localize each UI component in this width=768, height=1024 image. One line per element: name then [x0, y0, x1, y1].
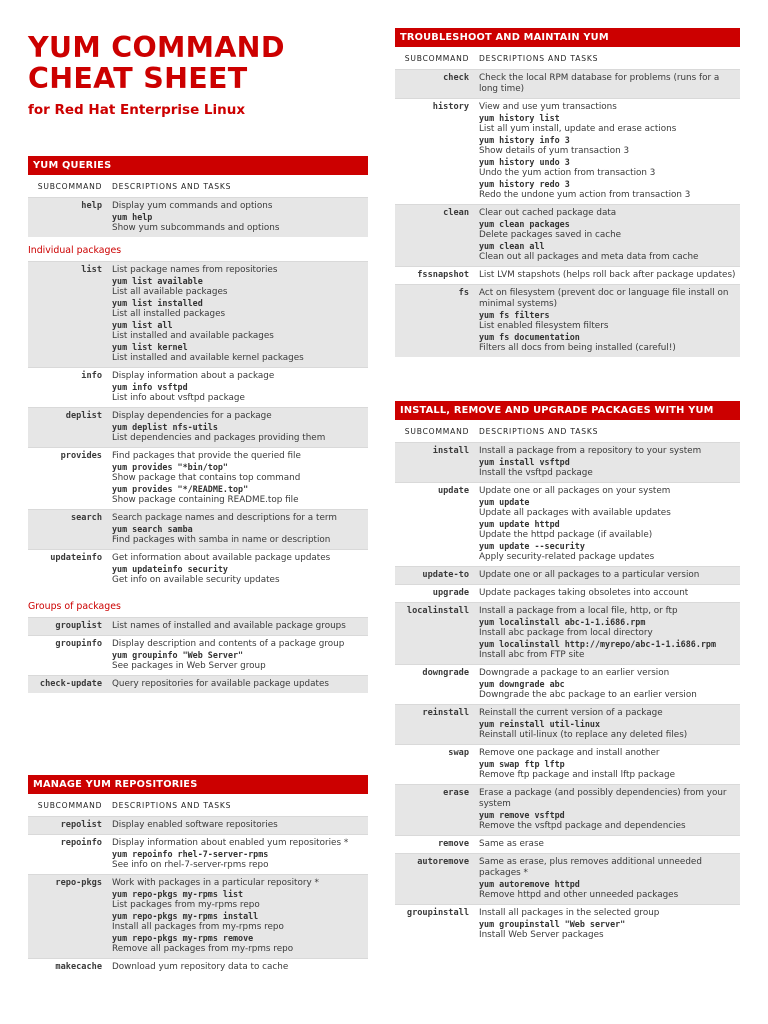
description-cell	[475, 205, 740, 266]
example-command: yum history list	[479, 113, 560, 123]
rows-maintain	[395, 69, 740, 357]
table-row	[28, 549, 368, 589]
description-text: Clear out cached package data	[479, 208, 617, 218]
description-cell	[475, 483, 740, 566]
col-descriptions: DESCRIPTIONS AND TASKS	[479, 53, 599, 63]
column-headers	[395, 420, 740, 442]
description-cell	[475, 285, 740, 357]
table-row	[395, 482, 740, 566]
example-description: Show package containing README.top file	[112, 495, 299, 505]
section-heading: YUM QUERIES	[28, 156, 368, 175]
subcommand-name: info	[81, 371, 102, 381]
rows-install	[395, 442, 740, 944]
description-cell	[108, 817, 368, 834]
table-row	[395, 704, 740, 744]
subcommand-name: updateinfo	[50, 553, 102, 563]
subcommand-name: remove	[437, 839, 469, 849]
description-cell	[475, 836, 740, 853]
example-description: Undo the yum action from transaction 3	[479, 168, 656, 178]
rows-groups	[28, 617, 368, 693]
example-description: Update the httpd package (if available)	[479, 530, 653, 540]
description-cell	[475, 603, 740, 664]
table-row	[28, 367, 368, 407]
example-command: yum repoinfo rhel-7-server-rpms	[112, 849, 269, 859]
table-row	[28, 447, 368, 509]
table-row	[395, 584, 740, 602]
example-command: yum list available	[112, 276, 203, 286]
example-command: yum downgrade abc	[479, 679, 565, 689]
description-text: Downgrade a package to an earlier version	[479, 668, 670, 678]
description-text: Act on filesystem (prevent doc or language file install on minimal systems)	[479, 288, 729, 309]
example-command: yum list all	[112, 320, 173, 330]
subcommand-name: grouplist	[55, 621, 102, 631]
table-row	[395, 266, 740, 284]
col-subcommand: SUBCOMMAND	[404, 426, 470, 436]
description-text: Install a package from a repository to your system	[479, 446, 702, 456]
description-cell	[475, 70, 740, 98]
example-description: Show yum subcommands and options	[112, 223, 280, 233]
description-text: Display yum commands and options	[112, 201, 273, 211]
description-text: Display information about a package	[112, 371, 275, 381]
table-row	[395, 664, 740, 704]
example-command: yum fs documentation	[479, 332, 580, 342]
col-descriptions: DESCRIPTIONS AND TASKS	[479, 426, 599, 436]
description-text: Find packages that provide the queried file	[112, 451, 301, 461]
table-row	[28, 509, 368, 549]
col-descriptions: DESCRIPTIONS AND TASKS	[112, 800, 232, 810]
description-cell	[475, 99, 740, 204]
example-description: List installed and available packages	[112, 331, 274, 341]
example-description: List all installed packages	[112, 309, 226, 319]
subcommand-name: groupinstall	[406, 908, 469, 918]
subcommand-name: groupinfo	[55, 639, 102, 649]
subcommand-name: fs	[458, 288, 469, 298]
table-row	[395, 744, 740, 784]
table-row	[395, 566, 740, 584]
example-command: yum remove vsftpd	[479, 810, 565, 820]
description-cell	[475, 705, 740, 744]
rows-individual	[28, 261, 368, 589]
rows-help	[28, 197, 368, 237]
table-row	[395, 284, 740, 357]
description-text: Check the local RPM database for problems (runs for a long time)	[479, 73, 720, 94]
page-subtitle: for Red Hat Enterprise Linux	[28, 102, 246, 118]
description-cell	[108, 510, 368, 549]
example-command: yum deplist nfs-utils	[112, 422, 218, 432]
example-command: yum autoremove httpd	[479, 879, 580, 889]
example-command: yum groupinstall "Web server"	[479, 919, 626, 929]
example-command: yum clean packages	[479, 219, 570, 229]
description-text: List names of installed and available package groups	[112, 621, 346, 631]
description-cell	[108, 875, 368, 958]
example-description: Clean out all packages and meta data from cache	[479, 252, 699, 262]
example-command: yum groupinfo "Web Server"	[112, 650, 244, 660]
table-row	[28, 261, 368, 367]
example-command: yum history info 3	[479, 135, 570, 145]
table-row	[28, 635, 368, 675]
example-description: Update all packages with available updates	[479, 508, 671, 518]
subcommand-name: check	[443, 73, 469, 83]
subcommand-name: repo-pkgs	[55, 878, 102, 888]
example-description: Remove the vsftpd package and dependencies	[479, 821, 686, 831]
description-text: Search package names and descriptions for a term	[112, 513, 337, 523]
section-install	[395, 401, 740, 944]
example-command: yum update httpd	[479, 519, 560, 529]
section-troubleshoot	[395, 28, 740, 357]
description-text: View and use yum transactions	[479, 102, 617, 112]
subcommand-name: clean	[443, 208, 469, 218]
description-cell	[475, 665, 740, 704]
example-command: yum list kernel	[112, 342, 188, 352]
example-description: Remove all packages from my-rpms repo	[112, 944, 294, 954]
description-cell	[475, 585, 740, 602]
example-command: yum search samba	[112, 524, 193, 534]
example-description: Install abc package from local directory	[479, 628, 653, 638]
example-description: Reinstall util-linux (to replace any deleted files)	[479, 730, 688, 740]
table-row	[28, 407, 368, 447]
example-command: yum update --security	[479, 541, 585, 551]
example-command: yum repo-pkgs my-rpms install	[112, 911, 259, 921]
subcommand-name: provides	[60, 451, 102, 461]
example-description: Remove ftp package and install lftp package	[479, 770, 676, 780]
description-text: Same as erase, plus removes additional unneeded packages *	[479, 857, 702, 878]
description-text: Install all packages in the selected group	[479, 908, 660, 918]
example-command: yum provides "*/README.top"	[112, 484, 249, 494]
section-yum-queries	[28, 156, 368, 693]
example-description: See info on rhel-7-server-rpms repo	[112, 860, 269, 870]
table-row	[395, 602, 740, 664]
subcommand-name: search	[70, 513, 102, 523]
description-text: Get information about available package updates	[112, 553, 331, 563]
description-cell	[108, 959, 368, 976]
description-cell	[108, 636, 368, 675]
subheading-groups: Groups of packages	[28, 601, 121, 612]
description-text: Display information about enabled yum repositories *	[112, 838, 349, 848]
table-row	[28, 958, 368, 976]
example-command: yum repo-pkgs my-rpms list	[112, 889, 244, 899]
subcommand-name: localinstall	[406, 606, 469, 616]
page-title: YUM COMMAND CHEAT SHEET	[28, 31, 285, 95]
table-row	[395, 204, 740, 266]
table-row	[28, 834, 368, 874]
example-description: Get info on available security updates	[112, 575, 280, 585]
description-text: Download yum repository data to cache	[112, 962, 289, 972]
example-description: Find packages with samba in name or description	[112, 535, 331, 545]
example-description: Remove httpd and other unneeded packages	[479, 890, 679, 900]
column-headers	[28, 175, 368, 197]
example-description: Downgrade the abc package to an earlier version	[479, 690, 697, 700]
subcommand-name: upgrade	[432, 588, 469, 598]
subcommand-name: install	[432, 446, 469, 456]
example-description: Install abc from FTP site	[479, 650, 585, 660]
rows-repos	[28, 816, 368, 976]
description-text: Query repositories for available package updates	[112, 679, 329, 689]
description-text: Display dependencies for a package	[112, 411, 272, 421]
description-cell	[108, 198, 368, 237]
subcommand-name: erase	[443, 788, 469, 798]
example-command: yum update	[479, 497, 530, 507]
example-command: yum help	[112, 212, 153, 222]
description-cell	[475, 785, 740, 835]
table-row	[395, 835, 740, 853]
subcommand-name: downgrade	[422, 668, 469, 678]
example-description: Install the vsftpd package	[479, 468, 593, 478]
example-command: yum reinstall util-linux	[479, 719, 601, 729]
subheading-individual: Individual packages	[28, 245, 122, 256]
description-cell	[475, 443, 740, 482]
subcommand-name: history	[432, 102, 469, 112]
example-description: Show details of yum transaction 3	[479, 146, 630, 156]
table-row	[395, 98, 740, 204]
col-subcommand: SUBCOMMAND	[37, 181, 103, 191]
description-cell	[475, 905, 740, 944]
subcommand-name: repolist	[60, 820, 102, 830]
example-command: yum history redo 3	[479, 179, 570, 189]
example-description: List all yum install, update and erase actions	[479, 124, 677, 134]
example-description: Filters all docs from being installed (careful!)	[479, 343, 676, 353]
example-description: Install Web Server packages	[479, 930, 604, 940]
subcommand-name: update-to	[422, 570, 469, 580]
description-cell	[475, 854, 740, 904]
subcommand-name: fssnapshot	[417, 270, 469, 280]
example-description: Apply security-related package updates	[479, 552, 655, 562]
description-cell	[108, 676, 368, 693]
table-row	[28, 617, 368, 635]
example-command: yum localinstall http://myrepo/abc-1-1.i686.rpm	[479, 639, 716, 649]
section-heading: MANAGE YUM REPOSITORIES	[28, 775, 368, 794]
table-row	[395, 853, 740, 904]
description-cell	[108, 618, 368, 635]
subcommand-name: makecache	[55, 962, 102, 972]
table-row	[395, 904, 740, 944]
table-row	[395, 784, 740, 835]
example-description: List all available packages	[112, 287, 228, 297]
subcommand-name: update	[437, 486, 469, 496]
example-command: yum clean all	[479, 241, 545, 251]
subcommand-name: swap	[448, 748, 469, 758]
example-command: yum repo-pkgs my-rpms remove	[112, 933, 254, 943]
example-command: yum updateinfo security	[112, 564, 228, 574]
subcommand-name: repoinfo	[60, 838, 102, 848]
description-cell	[475, 267, 740, 284]
col-subcommand: SUBCOMMAND	[37, 800, 103, 810]
example-description: List installed and available kernel packages	[112, 353, 304, 363]
example-command: yum swap ftp lftp	[479, 759, 565, 769]
description-cell	[108, 835, 368, 874]
example-description: List dependencies and packages providing them	[112, 433, 326, 443]
example-description: List enabled filesystem filters	[479, 321, 609, 331]
description-text: Same as erase	[479, 839, 544, 849]
example-description: Show package that contains top command	[112, 473, 301, 483]
subcommand-name: help	[81, 201, 102, 211]
example-description: Delete packages saved in cache	[479, 230, 622, 240]
table-row	[28, 816, 368, 834]
description-text: Display description and contents of a package group	[112, 639, 345, 649]
col-descriptions: DESCRIPTIONS AND TASKS	[112, 181, 232, 191]
description-text: Erase a package (and possibly dependencies) from your system	[479, 788, 727, 809]
section-heading: TROUBLESHOOT AND MAINTAIN YUM	[395, 28, 740, 47]
example-command: yum history undo 3	[479, 157, 570, 167]
example-command: yum fs filters	[479, 310, 550, 320]
table-row	[395, 442, 740, 482]
description-cell	[108, 408, 368, 447]
example-command: yum list installed	[112, 298, 203, 308]
description-text: Remove one package and install another	[479, 748, 660, 758]
subcommand-name: deplist	[65, 411, 102, 421]
column-headers	[28, 794, 368, 816]
subcommand-name: list	[81, 265, 102, 275]
example-description: See packages in Web Server group	[112, 661, 266, 671]
example-description: Install all packages from my-rpms repo	[112, 922, 284, 932]
section-heading: INSTALL, REMOVE AND UPGRADE PACKAGES WITH YUM	[395, 401, 740, 420]
subcommand-name: autoremove	[417, 857, 469, 867]
description-text: Work with packages in a particular repository *	[112, 878, 319, 888]
example-description: Redo the undone yum action from transaction 3	[479, 190, 691, 200]
column-headers	[395, 47, 740, 69]
description-text: Update one or all packages to a particular version	[479, 570, 700, 580]
table-row	[28, 197, 368, 237]
description-text: Update one or all packages on your system	[479, 486, 671, 496]
description-text: Update packages taking obsoletes into account	[479, 588, 689, 598]
subcommand-name: check-update	[39, 679, 102, 689]
description-text: Display enabled software repositories	[112, 820, 278, 830]
section-manage-repositories	[28, 775, 368, 976]
table-row	[28, 675, 368, 693]
description-cell	[108, 448, 368, 509]
example-command: yum install vsftpd	[479, 457, 570, 467]
table-row	[395, 69, 740, 98]
example-command: yum provides "*bin/top"	[112, 462, 228, 472]
description-text: List package names from repositories	[112, 265, 278, 275]
table-row	[28, 874, 368, 958]
col-subcommand: SUBCOMMAND	[404, 53, 470, 63]
example-command: yum localinstall abc-1-1.i686.rpm	[479, 617, 646, 627]
description-cell	[475, 567, 740, 584]
description-cell	[108, 262, 368, 367]
description-text: Install a package from a local file, http, or ftp	[479, 606, 678, 616]
description-cell	[108, 550, 368, 589]
subcommand-name: reinstall	[422, 708, 469, 718]
description-text: Reinstall the current version of a package	[479, 708, 663, 718]
description-text: List LVM stapshots (helps roll back after package updates)	[479, 270, 736, 280]
example-command: yum info vsftpd	[112, 382, 188, 392]
description-cell	[108, 368, 368, 407]
example-description: List info about vsftpd package	[112, 393, 245, 403]
description-cell	[475, 745, 740, 784]
example-description: List packages from my-rpms repo	[112, 900, 260, 910]
